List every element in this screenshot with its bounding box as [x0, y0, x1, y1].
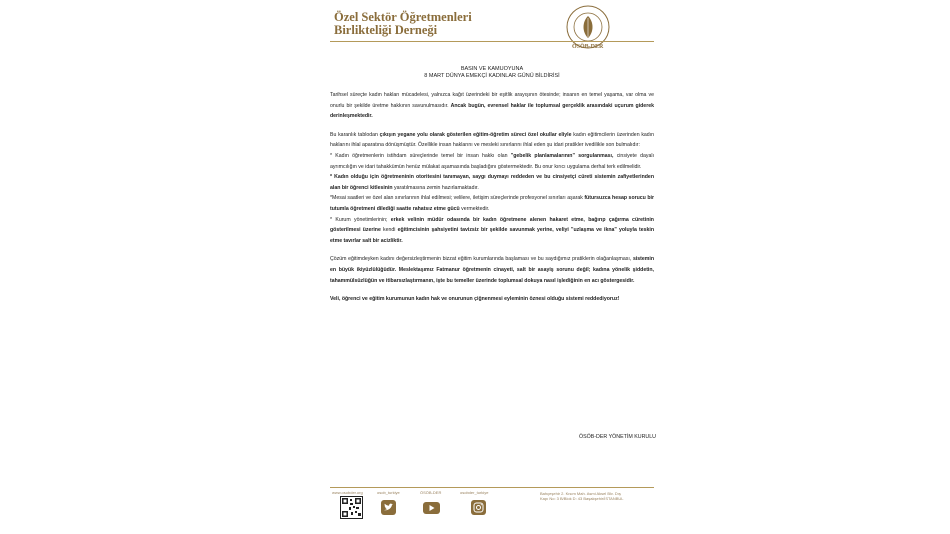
header-divider — [330, 41, 654, 42]
logo-label: ÖSÖB-DER — [572, 44, 604, 50]
instagram-handle[interactable]: osobder_turkiye — [460, 490, 489, 495]
organization-name — [334, 11, 472, 37]
document-title — [330, 66, 654, 80]
paragraph-1: Tarihsel süreçte kadın hakları mücadelesi, yalnızca kağıt üzerindeki bir eşitlik arayışının ötesinde; insanın en temel yaşama, var olma ve onurlu bir şekilde üretme hakkının savunulmasıdır. Ancak bugün, evrensel haklar ile toplumsal gerçeklik arasındaki uçurum giderek derinleşmektedir. — [330, 92, 654, 120]
youtube-channel[interactable]: ÖSÖB-DER — [420, 490, 442, 495]
bullet-2: * Kadın olduğu için öğretmeninin otoritesini tanımayan, saygı duymayı reddeden ve bu cinsiyetçi cüreti sistemin zafiyetlerinden alan bir öğrenci kitlesinin yaratılmasına zemin hazırlamaktadır. — [330, 174, 654, 191]
website-link[interactable]: www.osobder.org — [332, 490, 363, 495]
paragraph-3: Çözüm eğitimdeyken kadını değersizleştirmenin bizzat eğitim kurumlarında başlaması ve bu saydığımız pratiklerin olağanlaşması, sistemin en büyük ikiyüzlülüğüdür. Meslektaşımız Fatmanur öğretmenin cinayeti, salt bir asayiş sorunu değil; kadına yönelik şiddetin, tahammülsüzlüğün ve itibarsızlaştırmanın, işte bu temeller üzerinde toplumsal dokuya nasıl işlediğinin en acı göstergesidir. — [330, 256, 654, 284]
twitter-icon[interactable] — [381, 500, 396, 515]
address-text: Bahçeşehir 2. Kısım Mah. Asmi Aksel Blv. Dış Kapı No: 3 B/Blok D: 43 Başakşehir/İSTANBUL — [540, 491, 624, 501]
organization-name-line2: Birlikteliği Derneği — [334, 23, 438, 37]
youtube-icon[interactable] — [423, 502, 440, 514]
title-line1: BASIN VE KAMUOYUNA — [460, 66, 524, 72]
paragraph-4: Veli, öğrenci ve eğitim kurumunun kadın hak ve onurunun çiğnenmesi eyleminin öznesi olduğu sistemi reddediyoruz! — [330, 296, 620, 303]
signature: ÖSÖB-DER YÖNETİM KURULU — [578, 434, 656, 440]
document-page — [286, 0, 654, 534]
paragraph-2: Bu karanlık tablodan çıkışın yegane yolu olarak gösterilen eğitim-öğretim süreci özel okullar eliyle kadın eğitimcilerin üzerinden kadın haklarını ihlal aparatına dönüşmüştür. Özellikle insan haklarını ve mesleki sınırlarını ihlal eden şu idari pratikler ivedilikle son bulmalıdır: — [330, 131, 655, 149]
instagram-icon[interactable] — [471, 500, 486, 515]
footer-divider — [330, 487, 654, 488]
document-body — [330, 90, 654, 305]
bullet-4: * Kurum yönetimlerinin; erkek velinin müdür odasında bir kadın öğretmene alenen hakaret etme, bağırıp çağırma cüretinin gösterilmesi üzerine kendi eğitimcisinin şahsiyetini tavizsiz bir şekilde savunmak yerine, veliyi "uzlaşma ve ikna" yoluyla teskin etme tavırlar salt bir acizliktir. — [330, 216, 654, 244]
organization-name-line1: Özel Sektör Öğretmenleri — [334, 10, 472, 24]
bullet-3: *Mesai saatleri ve özel alan sınırlarının ihlal edilmesi; velilere, iletişim süreçlerinde profesyonel sınırları aşarak fütursuzca hesap sorucu bir tutumla öğretmeni dilediği saatte rahatsız etme gücü vermektedir. — [330, 195, 654, 212]
title-line2: 8 MART DÜNYA EMEKÇİ KADINLAR GÜNÜ BİLDİRİSİ — [424, 73, 560, 79]
twitter-handle[interactable]: osob_turkiye — [377, 490, 400, 495]
bullet-1: * Kadın öğretmenlerin istihdam süreçlerinde temel bir insan hakkı olan "gebelik planlamalarının" sorgulanması, cinsiyete dayalı ayrımcılığın ve idari tahakkümün henüz mülakat aşamasında başladığını göstermektedir. Bu onur kırıcı uygulama derhal terk edilmelidir. — [330, 152, 654, 170]
qr-code-icon — [340, 496, 363, 519]
